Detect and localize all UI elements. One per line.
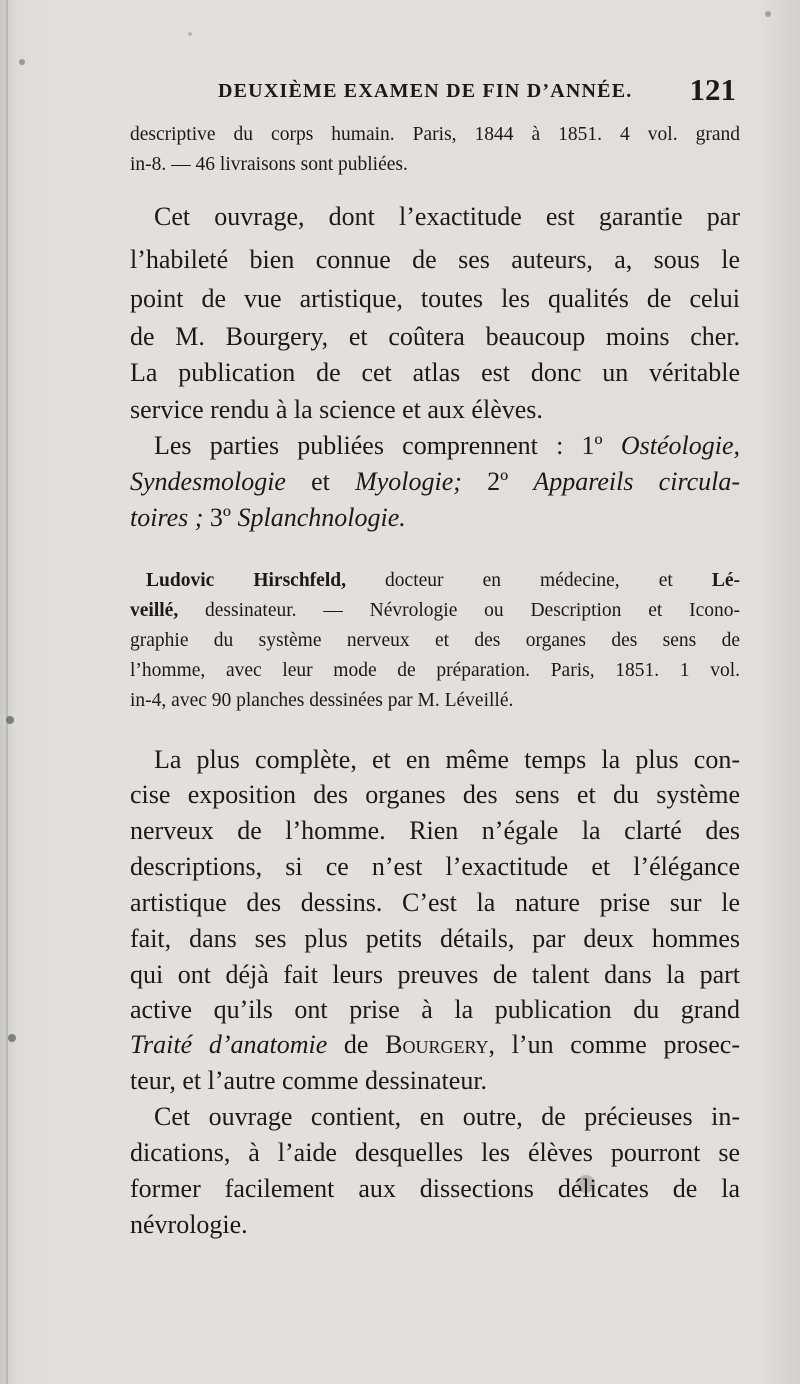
author-name: Ludovic Hirschfeld, xyxy=(146,570,346,591)
paragraph-line: former facilement aux dissections délicates de la xyxy=(130,1174,740,1203)
paragraph-line: qui ont déjà fait leurs preuves de talent dans la part xyxy=(130,960,740,989)
entry-continuation-line: descriptive du corps humain. Paris, 1844 à 1851. 4 vol. grand xyxy=(130,124,740,145)
author-name: Lé- xyxy=(711,570,741,591)
paragraph-line: La plus complète, et en même temps la plus con- xyxy=(154,745,740,774)
paragraph-line: dications, à l’aide desquelles les élèves pourront se xyxy=(130,1138,740,1167)
author-name: veillé, xyxy=(130,600,179,621)
paragraph-line: toires ; 3º Splanchnologie. xyxy=(130,503,406,532)
paragraph-line: Syndesmologie et Myologie; 2º Appareils circula- xyxy=(130,467,741,496)
paragraph-line: Les parties publiées comprennent : 1º Ostéologie, xyxy=(154,431,740,460)
paragraph-line: active qu’ils ont prise à la publication du grand xyxy=(130,995,740,1024)
paragraph-line: artistique des dessins. C’est la nature prise sur le xyxy=(130,888,740,917)
page-edge-shadow xyxy=(6,0,8,1384)
paragraph-line: fait, dans ses plus petits détails, par deux hommes xyxy=(130,924,740,953)
paragraph-line: nerveux de l’homme. Rien n’égale la clarté des xyxy=(130,816,740,845)
running-header xyxy=(130,72,740,112)
paragraph-line: point de vue artistique, toutes les qualités de celui xyxy=(130,284,740,313)
paragraph-line: service rendu à la science et aux élèves. xyxy=(130,395,543,424)
paragraph-line: cise exposition des organes des sens et du système xyxy=(130,780,740,809)
entry-continuation-line: in-8. — 46 livraisons sont publiées. xyxy=(130,154,408,175)
paragraph-line: névrologie. xyxy=(130,1210,248,1239)
page-number: 121 xyxy=(689,72,736,107)
paragraph-line: descriptions, si ce n’est l’exactitude et l’élégance xyxy=(130,852,740,881)
paragraph-line: l’habileté bien connue de ses auteurs, a, sous le xyxy=(130,245,740,274)
entry-line: l’homme, avec leur mode de préparation. Paris, 1851. 1 vol. xyxy=(130,660,740,681)
running-title: DEUXIÈME EXAMEN DE FIN D’ANNÉE. xyxy=(218,80,633,102)
entry-line: Ludovic Hirschfeld, docteur en médecine, et Lé- xyxy=(146,570,741,591)
entry-line: graphie du système nerveux et des organes des sens de xyxy=(130,630,740,651)
paragraph-line: Cet ouvrage, dont l’exactitude est garantie par xyxy=(154,202,740,231)
paragraph-line: Traité d’anatomie de Bourgery, l’un comme prosec- xyxy=(130,1030,740,1059)
paragraph-line: de M. Bourgery, et coûtera beaucoup moins cher. xyxy=(130,322,740,351)
entry-line: veillé, dessinateur. — Névrologie ou Description et Icono- xyxy=(130,600,740,621)
paragraph-line: Cet ouvrage contient, en outre, de précieuses in- xyxy=(154,1102,740,1131)
author-name: Bourgery xyxy=(385,1030,489,1059)
paragraph-line: teur, et l’autre comme dessinateur. xyxy=(130,1066,488,1095)
book-title: Traité d’anatomie xyxy=(130,1030,328,1059)
paragraph-line: La publication de cet atlas est donc un véritable xyxy=(130,358,740,387)
entry-line: in-4, avec 90 planches dessinées par M. Léveillé. xyxy=(130,690,514,711)
